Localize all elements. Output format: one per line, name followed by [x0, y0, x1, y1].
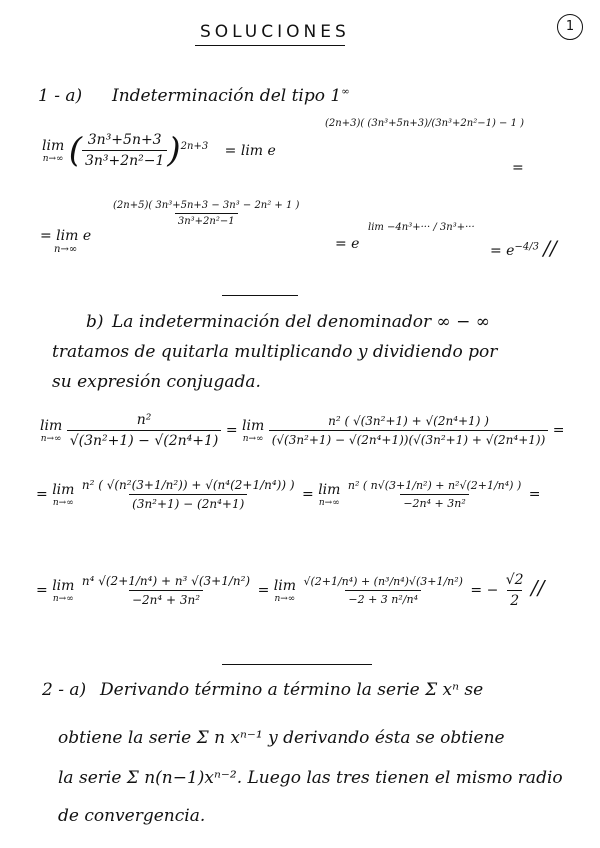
q1b-row2: = lim n→∞ $\frac{\text{n² ( √(n²(3+1/n²)) + √(n⁴(2+1/n⁴)) )}}{\text{(3n²+1) − (2n⁴+1)}}$ = lim n→∞ $\frac{\text{n² ( n√(3+1/n²) + n²√(2+1/n⁴) )}}{\text{−2n⁴ + 3n²}}$ =: [36, 478, 541, 511]
lim-operator: lim n→∞: [52, 577, 75, 604]
q1b-row3: = lim n→∞ $\frac{\text{n⁴ √(2+1/n⁴) + n³ √(3+1/n²)}}{\text{−2n⁴ + 3n²}}$ = lim n→∞ $\frac{\text{√(2+1/n⁴) + (n³/n⁴)√(3+1/n²)}}{\text{−2 + 3 n²/n⁴}}$ = − $\frac{√2}{2}$ //: [36, 572, 545, 609]
q2a-label: 2 - a): [42, 680, 87, 700]
q1a-label: 1 - a): [38, 86, 83, 106]
q1a-eq2-result: = $e^{-4/3}$ //: [490, 236, 557, 260]
q1b-row1: lim n→∞ $\frac{\text{n²}}{\text{√(3n²+1) − √(2n⁴+1)}}$ = lim n→∞ $\frac{\text{n² ( √(3n²+1) + √(2n⁴+1) )}}{\text{(√(3n²+1) − √(2n⁴+1))(√(3n²+1) + √(2n⁴+1))}}$ =: [40, 412, 565, 449]
section-divider: [222, 664, 372, 665]
lim-operator: lim n→∞: [242, 417, 265, 444]
q2a-line1: Derivando término a término la serie Σ xⁿ se: [100, 680, 484, 700]
q1b-label: b): [86, 312, 104, 332]
q2a-line3: la serie Σ n(n−1)xⁿ⁻². Luego las tres tienen el mismo radio: [58, 768, 563, 788]
title-underline: [195, 45, 345, 46]
q2a-line4: de convergencia.: [58, 806, 206, 826]
q1a-text: Indeterminación del tipo 1∞: [112, 86, 350, 106]
q1a-eq2-exponent: $\frac{\text{(2n+5)( 3n³+5n+3 − 3n³ − 2n² + 1 )}}{\text{3n³+2n²−1}}$: [113, 200, 300, 227]
q1a-eq1-tail: =: [512, 160, 524, 176]
page-number: 1: [557, 14, 583, 40]
q2a-line2: obtiene la serie Σ n xⁿ⁻¹ y derivando ésta se obtiene: [58, 728, 505, 748]
lim-operator: lim n→∞: [40, 417, 63, 444]
lim-operator: lim n→∞: [318, 481, 341, 508]
lim-operator: lim n→∞: [52, 481, 75, 508]
q1a-eq1-fraction: $\frac{\text{3n³+5n+3}}{\text{3n³+2n²−1}}$: [82, 132, 167, 169]
lim-operator: lim n→∞: [42, 137, 65, 164]
section-divider: [222, 295, 298, 296]
q1a-eq2-mid-exponent: lim −4n³+··· / 3n³+···: [368, 222, 475, 233]
q1a-eq2-lim: = lim e n→∞: [40, 228, 92, 255]
page-title: SOLUCIONES: [200, 22, 350, 42]
q1a-eq2-mid: = e: [335, 236, 360, 252]
q1b-text-line2: tratamos de quitarla multiplicando y dividiendo por: [52, 342, 498, 362]
q1b-text-line1: La indeterminación del denominador ∞ − ∞: [112, 312, 490, 332]
q1b-text-line3: su expresión conjugada.: [52, 372, 261, 392]
q1a-eq1: lim n→∞ ( $\frac{\text{3n³+5n+3}}{\text{3n³+2n²−1}}$ )$^{2n+3}$ = lim e: [42, 130, 276, 171]
q1a-eq1-exponent: (2n+3)( (3n³+5n+3)/(3n³+2n²−1) − 1 ): [325, 118, 525, 129]
lim-operator: lim n→∞: [273, 577, 296, 604]
